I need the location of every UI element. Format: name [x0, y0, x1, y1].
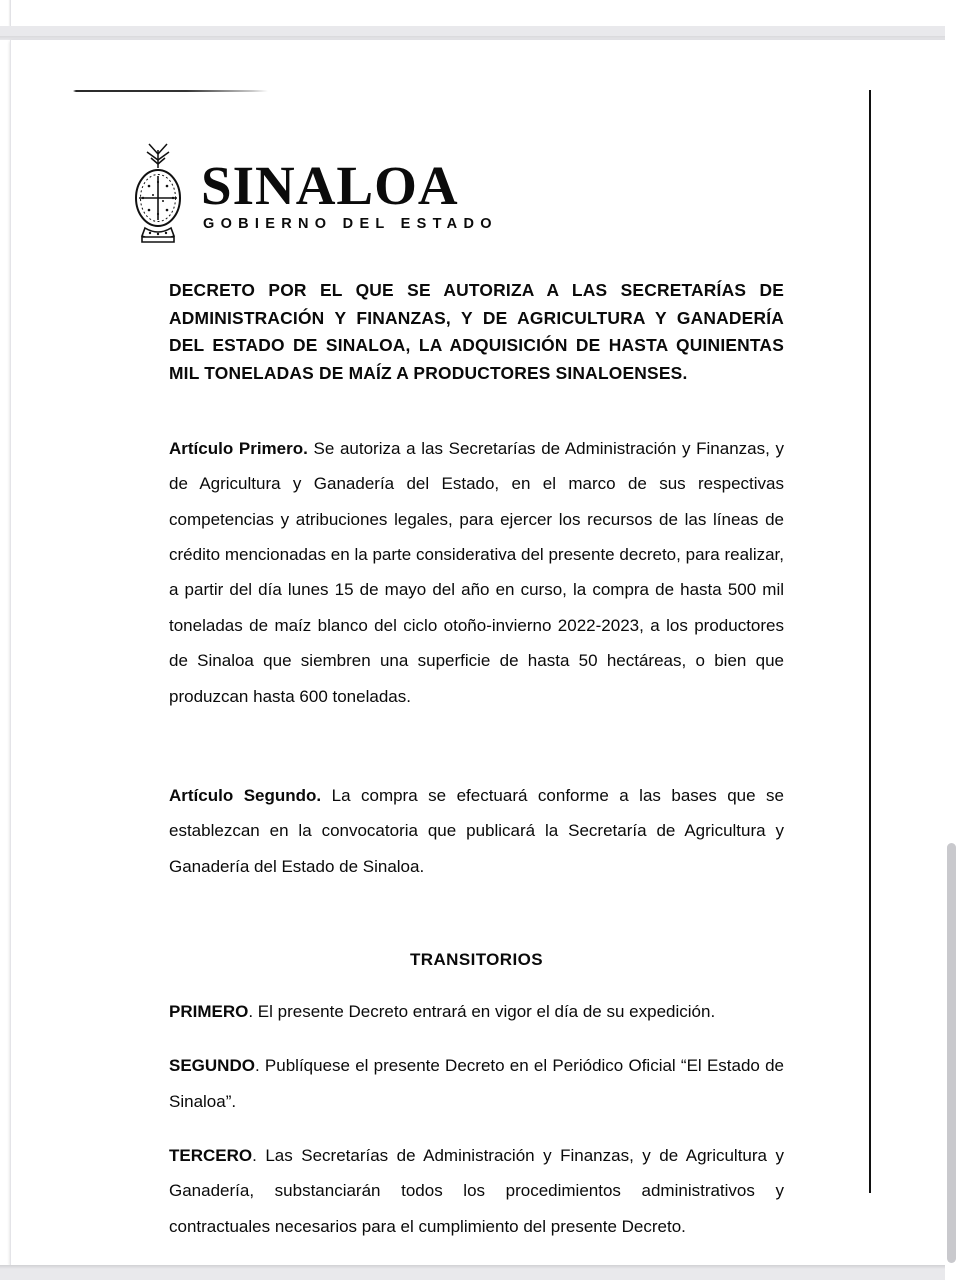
article-segundo-text: La compra se efectuará conforme a las bases que se establezcan en la convocatoria que publicará la Secretaría de Agricultura y Ganadería del Estado de Sinaloa.	[169, 785, 784, 876]
article-segundo	[169, 778, 784, 884]
sinaloa-wordmark	[201, 152, 498, 232]
scrollbar[interactable]	[945, 0, 958, 1280]
sinaloa-state-seal-icon	[129, 138, 187, 246]
transitorio-tercero-text: . Las Secretarías de Administración y Finanzas, y de Agricultura y Ganadería, substanciarán todos los procedimientos administrativos y contractuales necesarios para el cumplimiento del presente Decreto.	[169, 1146, 784, 1236]
decree-title: DECRETO POR EL QUE SE AUTORIZA A LAS SECRETARÍAS DE ADMINISTRACIÓN Y FINANZAS, Y DE AGRICULTURA Y GANADERÍA DEL ESTADO DE SINALOA, LA ADQUISICIÓN DE HASTA QUINIENTAS MIL TONELADAS DE MAÍZ A PRODUCTORES SINALOENSES.	[169, 280, 784, 383]
article-primero-label: Artículo Primero.	[169, 439, 308, 458]
brand-title: SINALOA	[201, 154, 459, 216]
transitorio-segundo-label: SEGUNDO	[169, 1056, 255, 1076]
document-body	[169, 277, 784, 1261]
transitorio-segundo	[169, 1048, 784, 1119]
previous-page-sliver	[10, 0, 950, 26]
document-page	[10, 40, 950, 1265]
page-edge-line-artifact	[869, 90, 871, 1193]
transitorio-segundo-text: . Publíquese el presente Decreto en el Periódico Oficial “El Estado de Sinaloa”.	[169, 1056, 784, 1111]
scrollbar-thumb[interactable]	[947, 843, 956, 1263]
header-rule-artifact	[73, 90, 268, 92]
transitorios-heading: TRANSITORIOS	[410, 949, 543, 969]
article-primero	[169, 431, 784, 714]
brand-subtitle: GOBIERNO DEL ESTADO	[203, 216, 498, 233]
transitorio-tercero	[169, 1138, 784, 1244]
transitorio-primero	[169, 994, 784, 1029]
transitorio-primero-text: . El presente Decreto entrará en vigor el día de su expedición.	[248, 1001, 716, 1021]
letterhead	[129, 138, 498, 246]
transitorio-primero-label: PRIMERO	[169, 1001, 249, 1021]
article-primero-text: Se autoriza a las Secretarías de Administración y Finanzas, y de Agricultura y Ganadería del Estado, en el marco de sus respectivas competencias y atribuciones legales, para ejercer los recursos de las líneas de crédito mencionadas en la parte considerativa del presente decreto, para realizar, a partir del día lunes 15 de mayo del año en curso, la compra de hasta 500 mil toneladas de maíz blanco del ciclo otoño-invierno 2022-2023, a los productores de Sinaloa que siembren una superficie de hasta 50 hectáreas, o bien que produzcan hasta 600 toneladas.	[169, 439, 784, 706]
page-gutter-bottom	[0, 1265, 958, 1280]
article-segundo-label: Artículo Segundo.	[169, 785, 322, 805]
page-gutter-top	[0, 26, 958, 40]
transitorio-tercero-label: TERCERO	[169, 1146, 253, 1166]
